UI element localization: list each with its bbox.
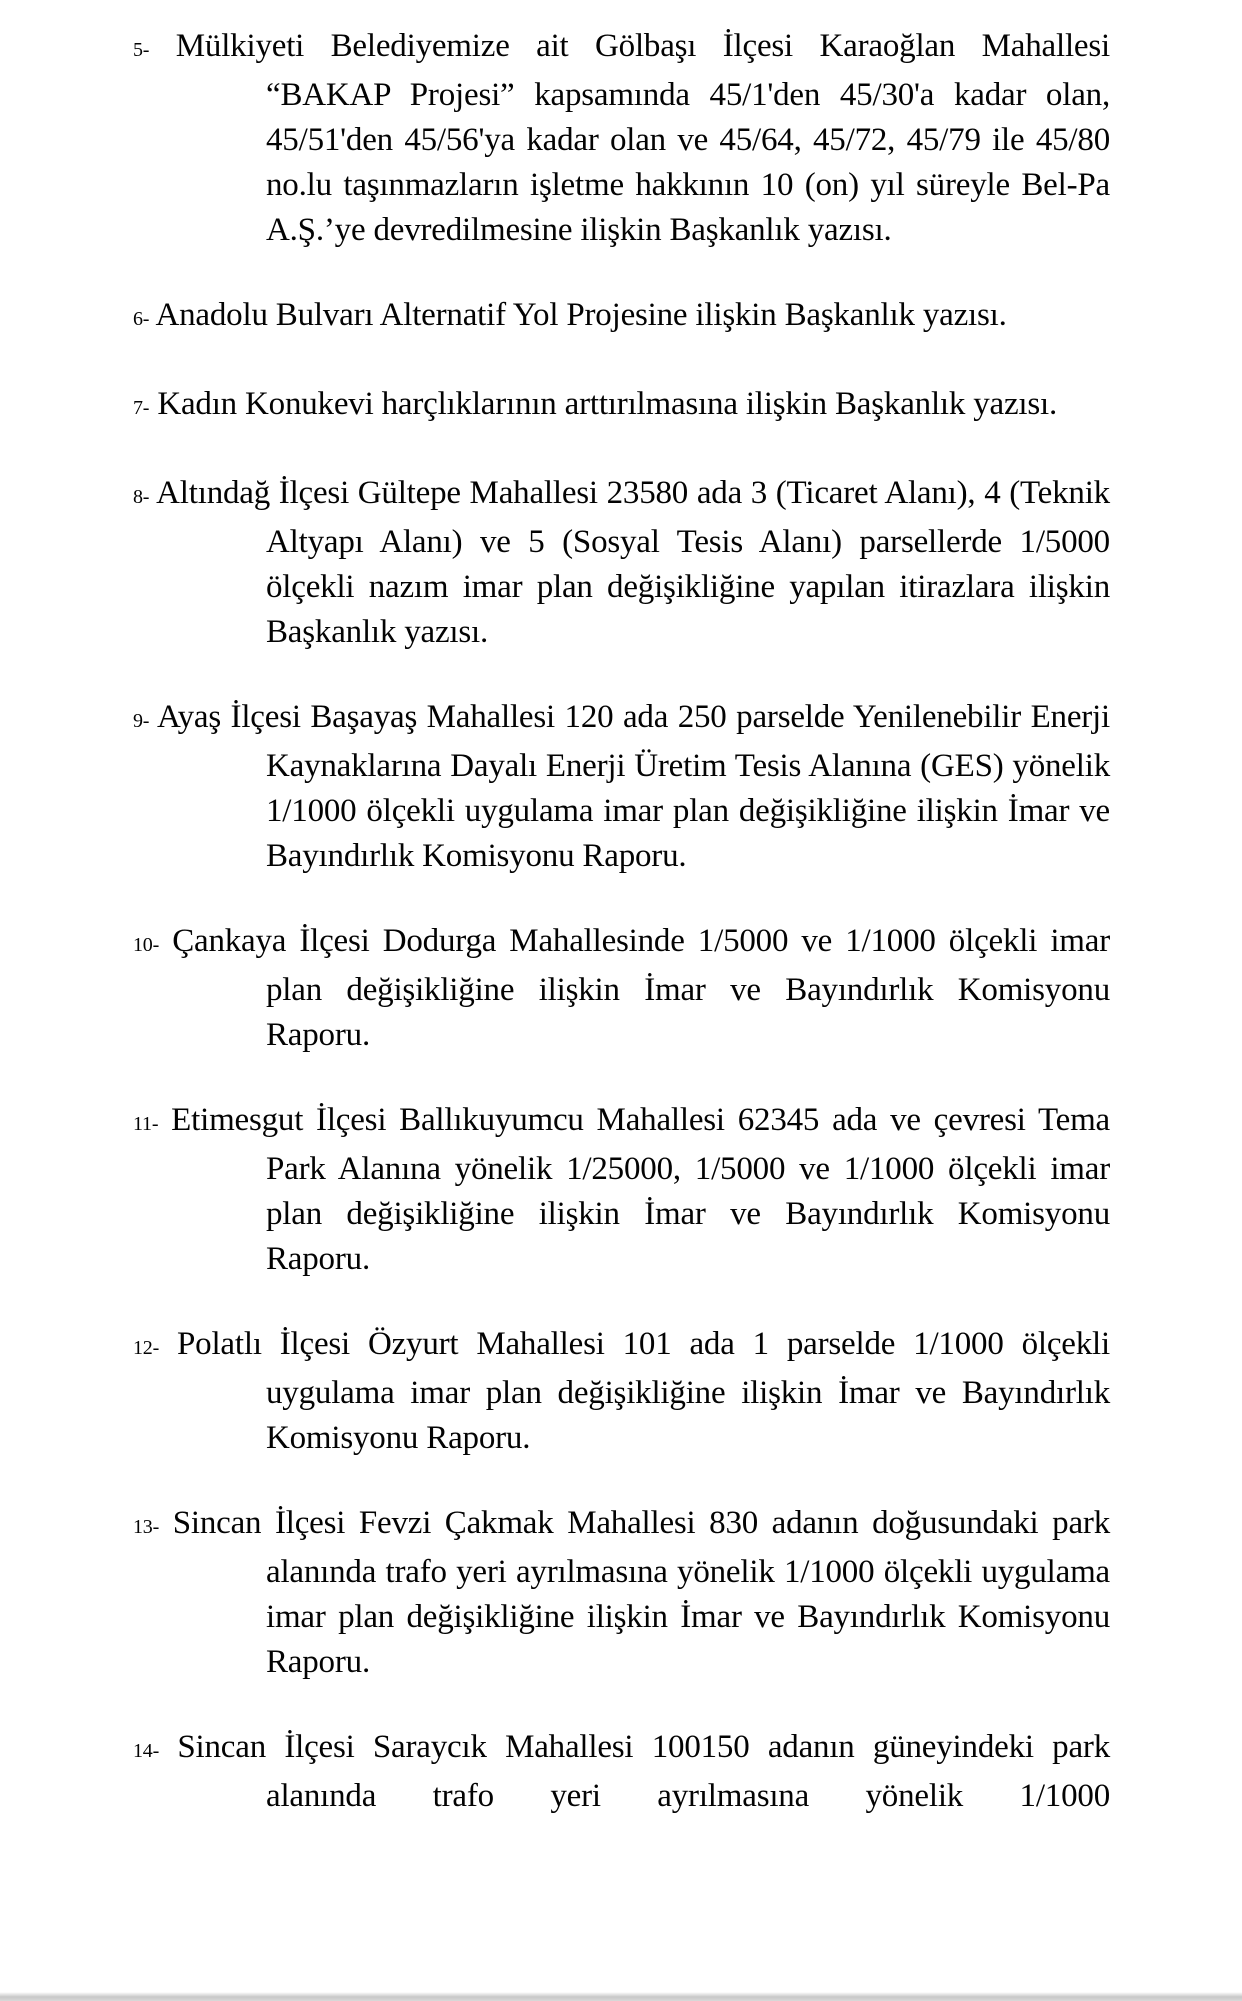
item-number: 10-: [133, 934, 160, 956]
item-text: Polatlı İlçesi Özyurt Mahallesi 101 ada 1 parselde 1/1000 ölçekli uygulama imar plan değişikliğine ilişkin İmar ve Bayındırlık Komisyonu Raporu.: [177, 1326, 1110, 1456]
item-number: 7-: [133, 397, 150, 419]
agenda-item-8: [133, 471, 1110, 655]
agenda-item-14: [133, 1725, 1110, 1819]
agenda-item-12: [133, 1322, 1110, 1461]
item-text: Çankaya İlçesi Dodurga Mahallesinde 1/5000 ve 1/1000 ölçekli imar plan değişikliğine ilişkin İmar ve Bayındırlık Komisyonu Raporu.: [172, 923, 1110, 1053]
agenda-item-5: [133, 24, 1110, 253]
item-number: 14-: [133, 1740, 160, 1762]
item-text: Ayaş İlçesi Başayaş Mahallesi 120 ada 250 parselde Yenilenebilir Enerji Kaynaklarına Dayalı Enerji Üretim Tesis Alanına (GES) yönelik 1/1000 ölçekli uygulama imar plan değişikliğine ilişkin İmar ve Bayındırlık Komisyonu Raporu.: [157, 699, 1110, 874]
agenda-item-10: [133, 919, 1110, 1058]
agenda-item-13: [133, 1501, 1110, 1685]
page-cut-shadow: [0, 1992, 1242, 2001]
item-text: Etimesgut İlçesi Ballıkuyumcu Mahallesi 62345 ada ve çevresi Tema Park Alanına yönelik 1/25000, 1/5000 ve 1/1000 ölçekli imar plan değişikliğine ilişkin İmar ve Bayındırlık Komisyonu Raporu.: [171, 1102, 1110, 1277]
item-text: Mülkiyeti Belediyemize ait Gölbaşı İlçesi Karaoğlan Mahallesi “BAKAP Projesi” kapsamında 45/1'den 45/30'a kadar olan, 45/51'den 45/56'ya kadar olan ve 45/64, 45/72, 45/79 ile 45/80 no.lu taşınmazların işletme hakkının 10 (on) yıl süreyle Bel-Pa A.Ş.’ye devredilmesine ilişkin Başkanlık yazısı.: [175, 28, 1110, 248]
item-number: 9-: [133, 710, 150, 732]
agenda-list: [0, 24, 1242, 1859]
agenda-item-7: [133, 382, 1110, 431]
item-number: 6-: [133, 308, 150, 330]
item-number: 5-: [133, 39, 150, 61]
item-text: Altındağ İlçesi Gültepe Mahallesi 23580 ada 3 (Ticaret Alanı), 4 (Teknik Altyapı Alanı) ve 5 (Sosyal Tesis Alanı) parsellerde 1/5000 ölçekli nazım imar plan değişikliğine yapılan itirazlara ilişkin Başkanlık yazısı.: [156, 475, 1110, 650]
item-text: Kadın Konukevi harçlıklarının arttırılmasına ilişkin Başkanlık yazısı.: [157, 386, 1058, 422]
agenda-item-6: [133, 293, 1110, 342]
item-number: 8-: [133, 486, 150, 508]
agenda-item-11: [133, 1098, 1110, 1282]
item-number: 12-: [133, 1337, 160, 1359]
item-text: Anadolu Bulvarı Alternatif Yol Projesine ilişkin Başkanlık yazısı.: [155, 297, 1007, 333]
item-text: Sincan İlçesi Fevzi Çakmak Mahallesi 830 adanın doğusundaki park alanında trafo yeri ayrılmasına yönelik 1/1000 ölçekli uygulama imar plan değişikliğine ilişkin İmar ve Bayındırlık Komisyonu Raporu.: [172, 1505, 1110, 1680]
item-text: Sincan İlçesi Saraycık Mahallesi 100150 adanın güneyindeki park alanında trafo yeri ayrılmasına yönelik 1/1000: [177, 1729, 1110, 1814]
agenda-item-9: [133, 695, 1110, 879]
item-number: 13-: [133, 1516, 160, 1538]
item-number: 11-: [133, 1113, 159, 1135]
